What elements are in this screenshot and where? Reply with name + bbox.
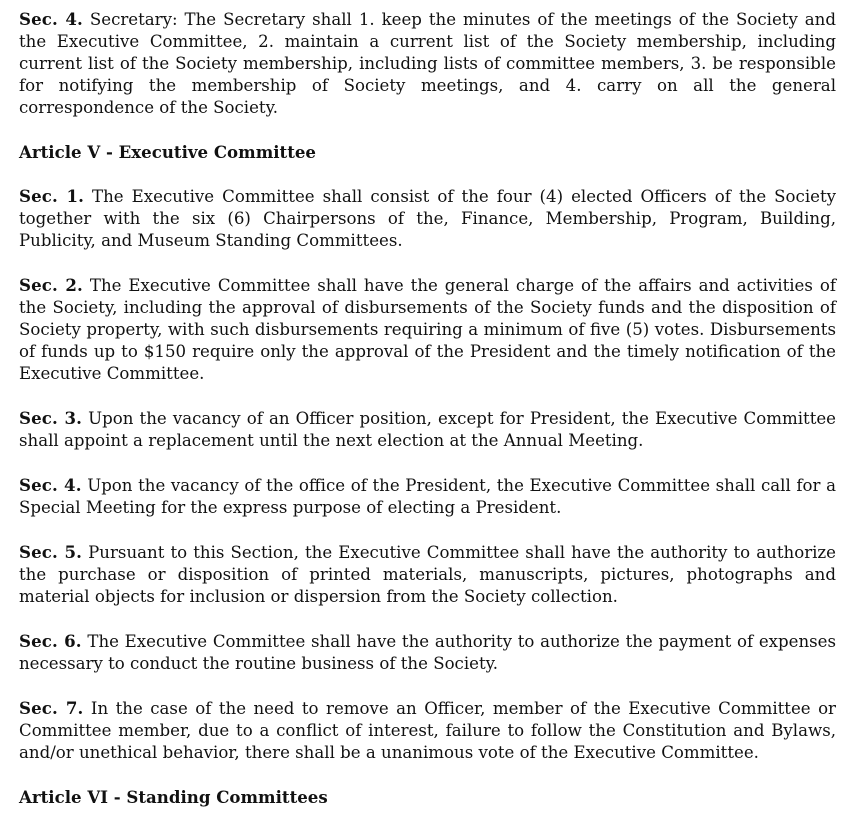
article-vi-heading: Article VI - Standing Committees [19,787,328,807]
section-text: The Executive Committee shall have the authority to authorize the payment of expenses necessary to conduct the routine business of the Society. [19,632,836,673]
section-text: The Executive Committee shall have the general charge of the affairs and activities of the Society, including the approval of disbursements of the Society funds and the disposition of Society property, with such disbursements requiring a minimum of five (5) votes. Disbursements of funds up to $150 require only the approval of the President and the timely notification of the Executive Committee. [19,276,836,383]
article-v-section-3 [19,407,836,452]
section-text: Secretary: The Secretary shall 1. keep the minutes of the meetings of the Society and the Executive Committee, 2. maintain a current list of the Society membership, including current list of the Society membership, including lists of committee members, 3. be responsible for notifying the membership of Society meetings, and 4. carry on all the general correspondence of the Society. [19,10,836,117]
section-label: Sec. 7. [19,698,84,718]
article-v-section-5 [19,541,836,608]
section-text: Upon the vacancy of an Officer position, except for President, the Executive Committee shall appoint a replacement until the next election at the Annual Meeting. [19,409,836,450]
article-v-section-6 [19,630,836,675]
section-label: Sec. 3. [19,408,83,428]
section-label: Sec. 4. [19,9,83,29]
section-text: Pursuant to this Section, the Executive Committee shall have the authority to authorize the purchase or disposition of printed materials, manuscripts, pictures, photographs and material objects for inclusion or dispersion from the Society collection. [19,543,836,606]
article-v-heading: Article V - Executive Committee [19,142,316,162]
section-label: Sec. 1. [19,186,84,206]
section-text: In the case of the need to remove an Officer, member of the Executive Committee or Committee member, due to a conflict of interest, failure to follow the Constitution and Bylaws, and/or unethical behavior, there shall be a unanimous vote of the Executive Committee. [19,699,836,762]
section-label: Sec. 4. [19,475,82,495]
article-v-section-1 [19,185,836,252]
section-text: The Executive Committee shall consist of the four (4) elected Officers of the Society together with the six (6) Chairpersons of the, Finance, Membership, Program, Building, Publicity, and Museum Standing Committees. [19,187,836,250]
article-v-section-7 [19,697,836,764]
section-label: Sec. 2. [19,275,83,295]
section-label: Sec. 5. [19,542,83,562]
section-label: Sec. 6. [19,631,82,651]
article-v-section-2 [19,274,836,385]
secretary-section [19,8,836,119]
article-v-section-4 [19,474,836,519]
section-text: Upon the vacancy of the office of the President, the Executive Committee shall call for a Special Meeting for the express purpose of electing a President. [19,476,836,517]
